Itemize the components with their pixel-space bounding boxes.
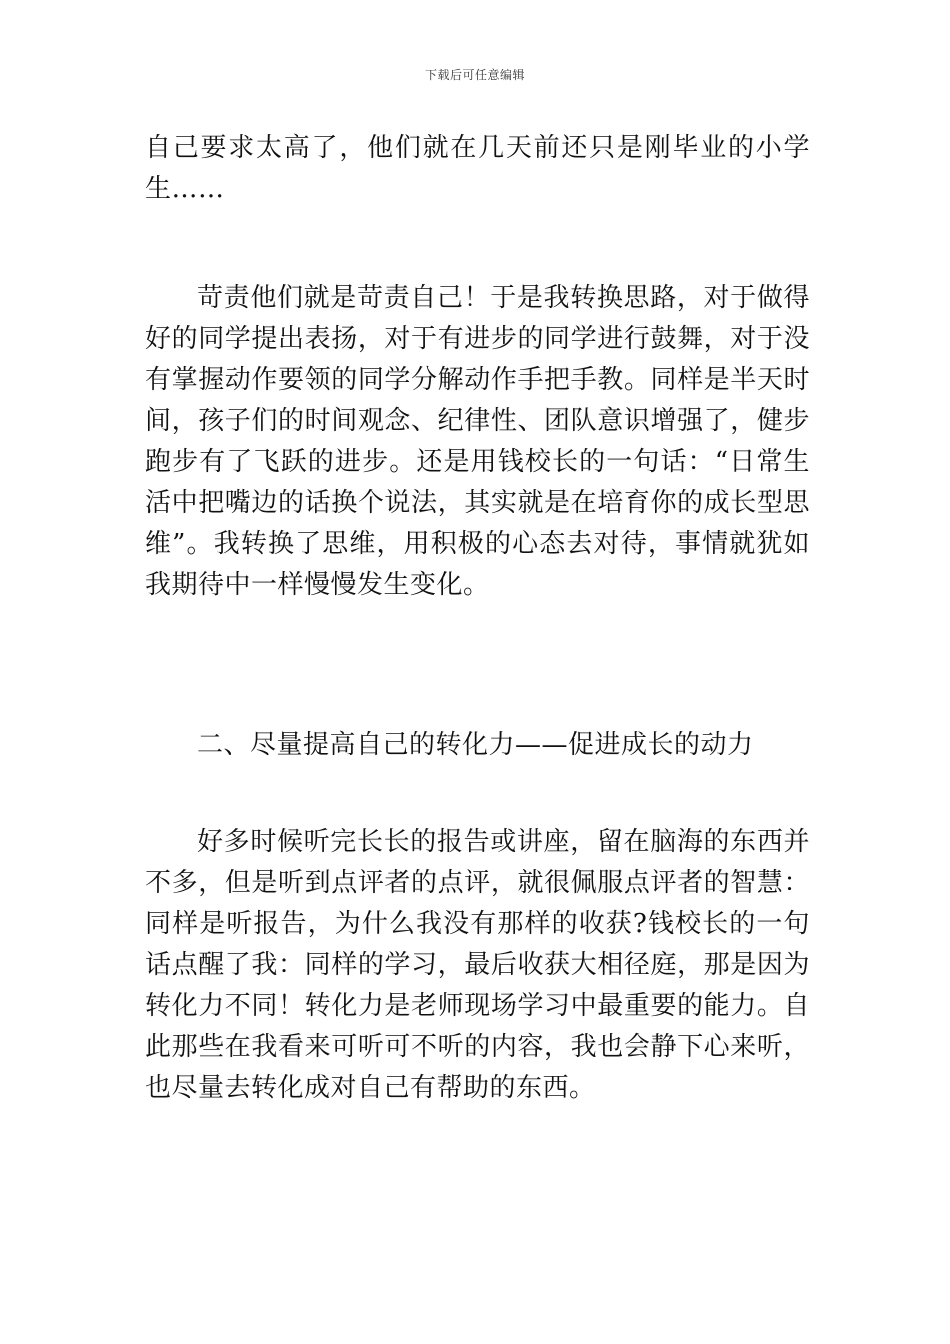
paragraph-continuation: 自己要求太高了，他们就在几天前还只是刚毕业的小学生…… — [145, 133, 810, 204]
section-heading: 二、尽量提高自己的转化力——促进成长的动力 — [197, 730, 754, 760]
paragraph-body: 苛责他们就是苛责自己！于是我转换思路，对于做得好的同学提出表扬，对于有进步的同学进行鼓舞，对于没有掌握动作要领的同学分解动作手把手教。同样是半天时间，孩子们的时间观念、纪律性、团队意识增强了，健步跑步有了飞跃的进步。还是用钱校长的一句话：“日常生活中把嘴边的话换个说法，其实就是在培育你的成长型思维”。我转换了思维，用积极的心态去对待，事情就犹如我期待中一样慢慢发生变化。 — [145, 283, 810, 600]
paragraph-body: 好多时候听完长长的报告或讲座，留在脑海的东西并不多，但是听到点评者的点评，就很佩服点评者的智慧：同样是听报告，为什么我没有那样的收获?钱校长的一句话点醒了我：同样的学习，最后收获大相径庭，那是因为转化力不同！转化力是老师现场学习中最重要的能力。自此那些在我看来可听可不听的内容，我也会静下心来听，也尽量去转化成对自己有帮助的东西。 — [145, 827, 810, 1103]
page-header-note: 下载后可任意编辑 — [424, 68, 525, 82]
